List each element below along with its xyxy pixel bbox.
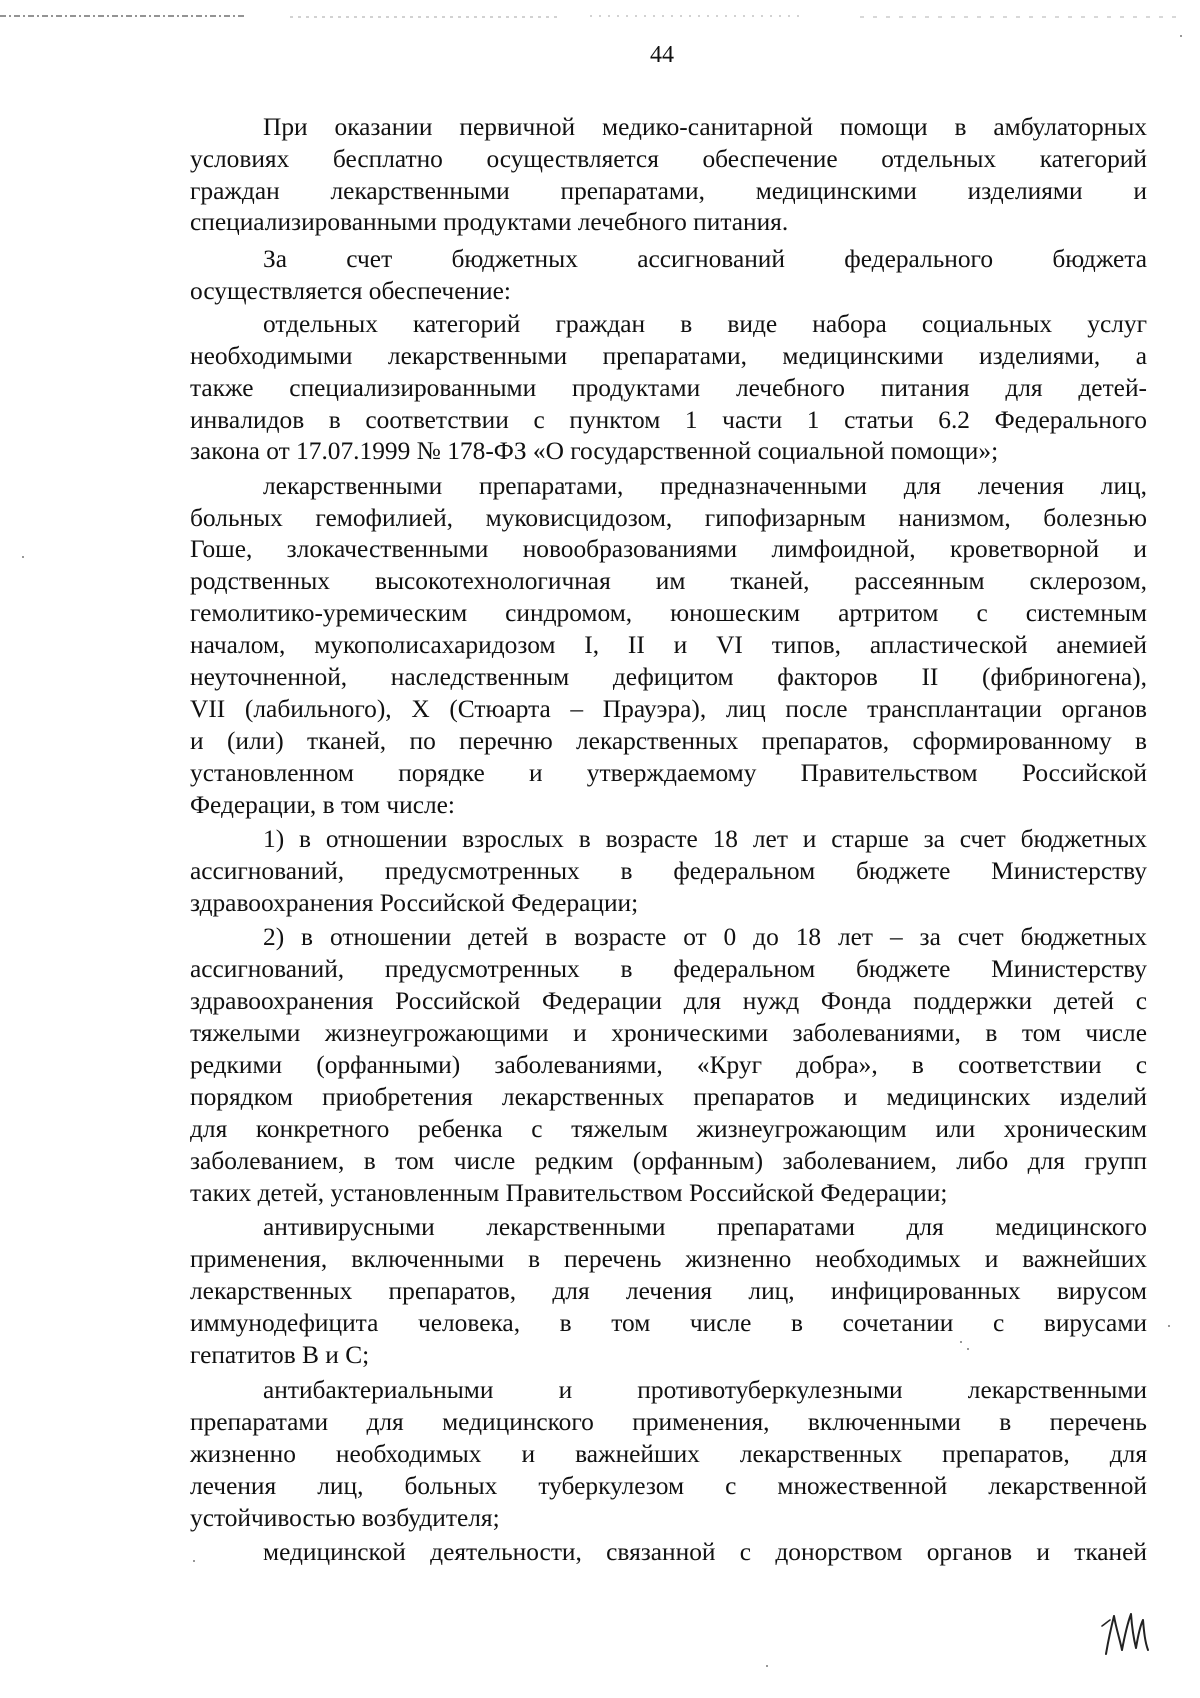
text-line: заболеванием, в том числе редким (орфанным) заболеванием, либо для групп <box>190 1147 1147 1175</box>
text-line: также специализированными продуктами лечебного питания для детей- <box>190 374 1147 402</box>
text-line: неуточненной, наследственным дефицитом факторов II (фибриногена), <box>190 663 1147 691</box>
scan-speck <box>960 1341 962 1343</box>
scan-speck <box>1168 1325 1170 1327</box>
text-line: таких детей, установленным Правительством Российской Федерации; <box>190 1179 948 1207</box>
text-line: гепатитов В и С; <box>190 1341 370 1369</box>
page-number: 44 <box>650 42 674 68</box>
text-line: здравоохранения Российской Федерации; <box>190 889 639 917</box>
text-line: необходимыми лекарственными препаратами, медицинскими изделиями, а <box>190 342 1147 370</box>
scan-speck <box>766 1665 768 1667</box>
scan-speck <box>22 556 24 558</box>
text-line: отдельных категорий граждан в виде набора социальных услуг <box>263 310 1147 338</box>
text-line: и (или) тканей, по перечню лекарственных препаратов, сформированному в <box>190 727 1147 755</box>
text-line: лекарственными препаратами, предназначенными для лечения лиц, <box>263 472 1147 500</box>
text-line: применения, включенными в перечень жизненно необходимых и важнейших <box>190 1245 1147 1273</box>
text-line: закона от 17.07.1999 № 178-ФЗ «О государственной социальной помощи»; <box>190 437 999 465</box>
text-line: лечения лиц, больных туберкулезом с множественной лекарственной <box>190 1472 1147 1500</box>
text-line: антивирусными лекарственными препаратами для медицинского <box>263 1213 1147 1241</box>
text-line: граждан лекарственными препаратами, медицинскими изделиями и <box>190 177 1147 205</box>
scan-speck <box>967 1348 969 1350</box>
text-line: порядком приобретения лекарственных препаратов и медицинских изделий <box>190 1083 1147 1111</box>
text-line: осуществляется обеспечение: <box>190 277 511 305</box>
text-line: Гоше, злокачественными новообразованиями лимфоидной, кроветворной и <box>190 535 1147 563</box>
text-line: гемолитико-уремическим синдромом, юношеским артритом с системным <box>190 599 1147 627</box>
text-line: иммунодефицита человека, в том числе в сочетании с вирусами <box>190 1309 1147 1337</box>
text-line: специализированными продуктами лечебного питания. <box>190 208 789 236</box>
text-line: препаратами для медицинского применения, включенными в перечень <box>190 1408 1147 1436</box>
text-line: здравоохранения Российской Федерации для нужд Фонда поддержки детей с <box>190 987 1147 1015</box>
text-line: Федерации, в том числе: <box>190 791 455 819</box>
scan-speck <box>1180 35 1182 37</box>
text-line: больных гемофилией, муковисцидозом, гипофизарным нанизмом, болезнью <box>190 504 1147 532</box>
text-line: началом, мукополисахаридозом I, II и VI типов, апластической анемией <box>190 631 1147 659</box>
text-line: устойчивостью возбудителя; <box>190 1504 500 1532</box>
scan-speck <box>193 1560 195 1562</box>
text-line: За счет бюджетных ассигнований федерального бюджета <box>263 245 1147 273</box>
scan-edge-artifact <box>0 0 1200 22</box>
text-line: ассигнований, предусмотренных в федеральном бюджете Министерству <box>190 955 1147 983</box>
text-line: антибактериальными и противотуберкулезными лекарственными <box>263 1376 1147 1404</box>
text-line: инвалидов в соответствии с пунктом 1 части 1 статьи 6.2 Федерального <box>190 406 1147 434</box>
text-line: условиях бесплатно осуществляется обеспечение отдельных категорий <box>190 145 1147 173</box>
text-line: тяжелыми жизнеугрожающими и хроническими заболеваниями, в том числе <box>190 1019 1147 1047</box>
text-line: родственных высокотехнологичная им тканей, рассеянным склерозом, <box>190 567 1147 595</box>
text-line: 2) в отношении детей в возрасте от 0 до 18 лет – за счет бюджетных <box>263 923 1147 951</box>
text-line: редкими (орфанными) заболеваниями, «Круг добра», в соответствии с <box>190 1051 1147 1079</box>
handwritten-initials <box>1098 1604 1158 1662</box>
text-line: медицинской деятельности, связанной с донорством органов и тканей <box>263 1538 1147 1566</box>
text-line: жизненно необходимых и важнейших лекарственных препаратов, для <box>190 1440 1147 1468</box>
text-line: VII (лабильного), X (Стюарта – Прауэра), лиц после трансплантации органов <box>190 695 1147 723</box>
text-line: При оказании первичной медико-санитарной помощи в амбулаторных <box>263 113 1147 141</box>
text-line: лекарственных препаратов, для лечения лиц, инфицированных вирусом <box>190 1277 1147 1305</box>
text-line: установленном порядке и утверждаемому Правительством Российской <box>190 759 1147 787</box>
text-line: ассигнований, предусмотренных в федеральном бюджете Министерству <box>190 857 1147 885</box>
text-line: 1) в отношении взрослых в возрасте 18 лет и старше за счет бюджетных <box>263 825 1147 853</box>
text-line: для конкретного ребенка с тяжелым жизнеугрожающим или хроническим <box>190 1115 1147 1143</box>
